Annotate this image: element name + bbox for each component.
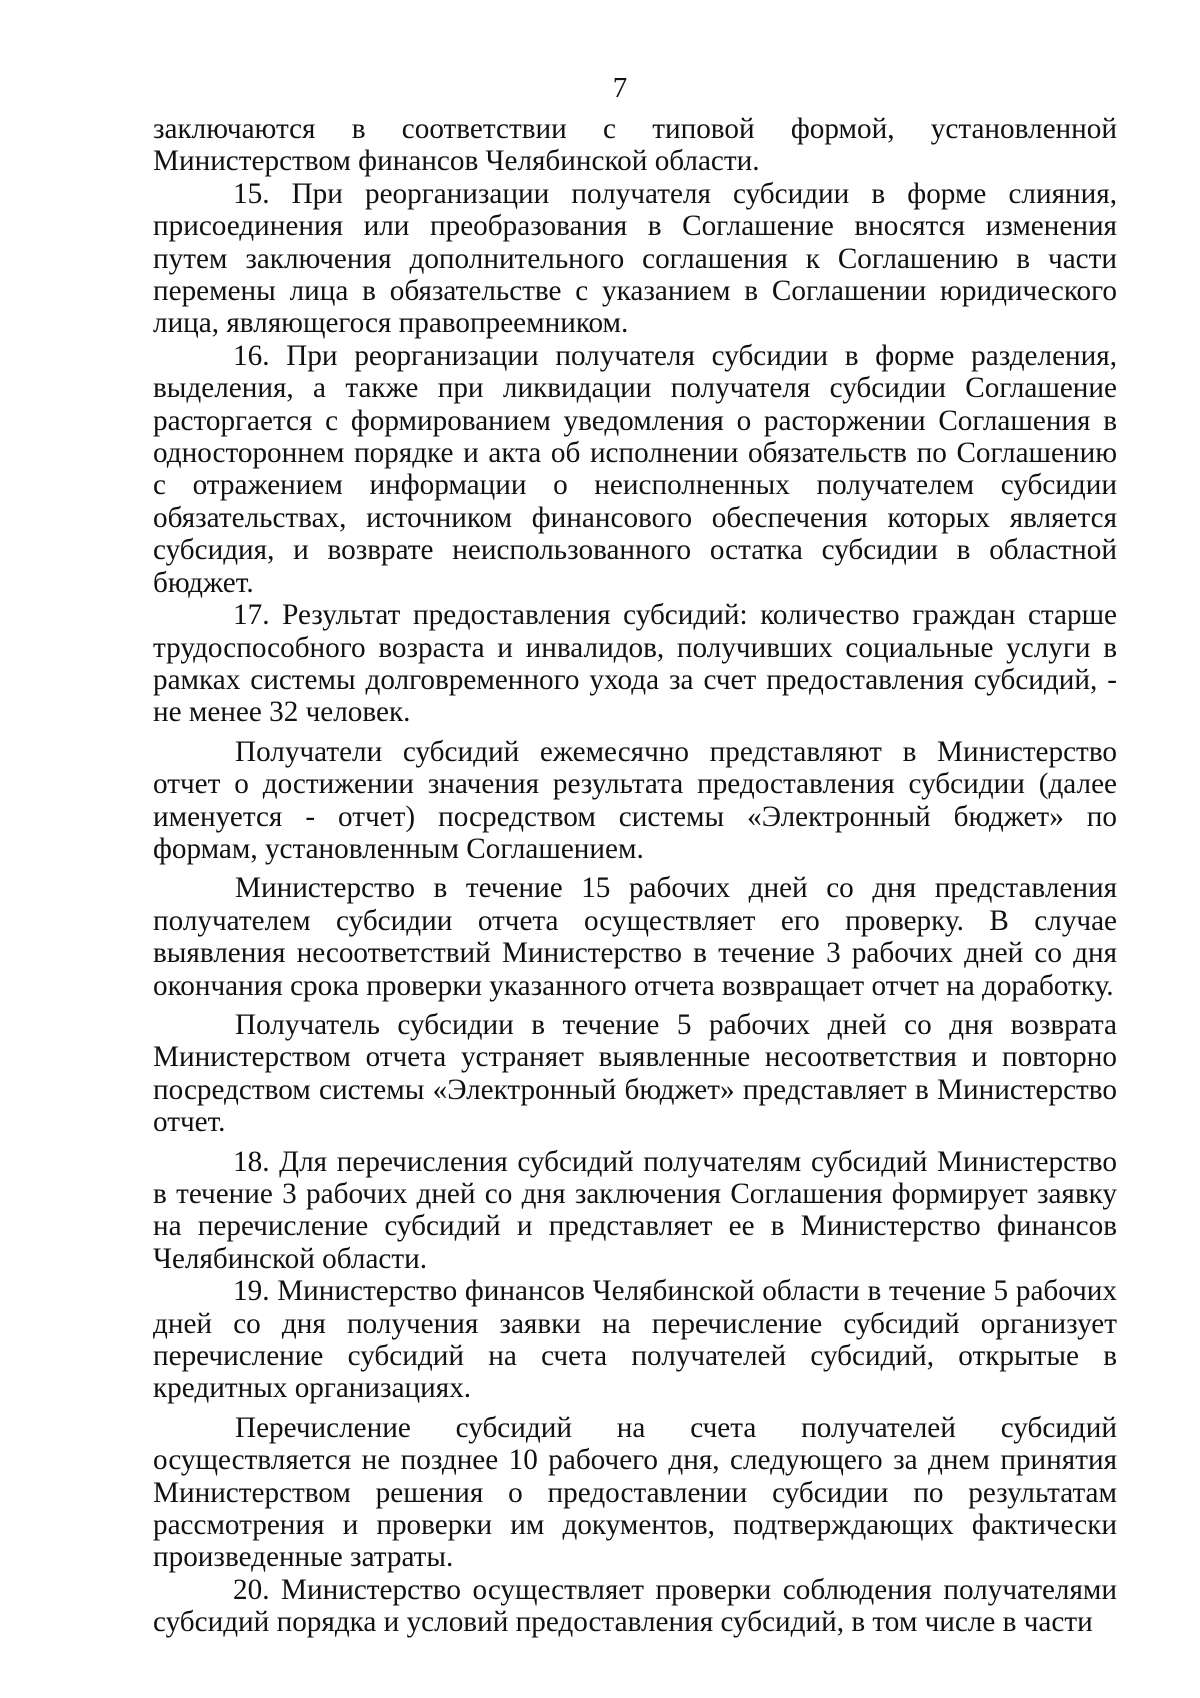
body-text [153, 113, 1117, 1639]
paragraph-19: 19. Министерство финансов Челябинской области в течение 5 рабочих дней со дня получения заявки на перечисление субсидий организует перечисление субсидий на счета получателей субсидий, открытые в кредитных организациях. [153, 1275, 1117, 1405]
paragraph-17-verification: Министерство в течение 15 рабочих дней со дня представления получателем субсидии отчета осуществляет его проверку. В случае выявления несоответствий Министерство в течение 3 рабочих дней со дня окончания срока проверки указанного отчета возвращает отчет на доработку. [153, 872, 1117, 1002]
paragraph-16: 16. При реорганизации получателя субсидии в форме разделения, выделения, а также при ликвидации получателя субсидии Соглашение расторгается с формированием уведомления о расторжении Соглашения в одностороннем порядке и акта об исполнении обязательств по Соглашению с отражением информации о неисполненных получателем субсидии обязательствах, источником финансового обеспечения которых является субсидия, и возврате неиспользованного остатка субсидии в областной бюджет. [153, 339, 1117, 599]
page-number: 7 [612, 72, 628, 104]
paragraph-19-transfer-deadline: Перечисление субсидий на счета получателей субсидий осуществляется не позднее 10 рабочего дня, следующего за днем принятия Министерством решения о предоставлении субсидии по результатам рассмотрения и проверки им документов, подтверждающих фактически произведенные затраты. [153, 1411, 1117, 1574]
paragraph-20: 20. Министерство осуществляет проверки соблюдения получателями субсидий порядка и условий предоставления субсидий, в том числе в части [153, 1573, 1117, 1639]
paragraph-15: 15. При реорганизации получателя субсидии в форме слияния, присоединения или преобразования в Соглашение вносятся изменения путем заключения дополнительного соглашения к Соглашению в части перемены лица в обязательстве с указанием в Соглашении юридического лица, являющегося правопреемником. [153, 177, 1117, 340]
paragraph-continuation: заключаются в соответствии с типовой формой, установленной Министерством финансов Челябинской области. [153, 113, 1117, 178]
paragraph-17: 17. Результат предоставления субсидий: количество граждан старше трудоспособного возраста и инвалидов, получивших социальные услуги в рамках системы долговременного ухода за счет предоставления субсидий, - не менее 32 человек. [153, 599, 1117, 729]
paragraph-18: 18. Для перечисления субсидий получателям субсидий Министерство в течение 3 рабочих дней со дня заключения Соглашения формирует заявку на перечисление субсидий и представляет ее в Министерство финансов Челябинской области. [153, 1145, 1117, 1275]
paragraph-17-corrections: Получатель субсидии в течение 5 рабочих дней со дня возврата Министерством отчета устраняет выявленные несоответствия и повторно посредством системы «Электронный бюджет» представляет в Министерство отчет. [153, 1008, 1117, 1139]
paragraph-17-reports: Получатели субсидий ежемесячно представляют в Министерство отчет о достижении значения результата предоставления субсидии (далее именуется - отчет) посредством системы «Электронный бюджет» по формам, установленным Соглашением. [153, 735, 1117, 865]
